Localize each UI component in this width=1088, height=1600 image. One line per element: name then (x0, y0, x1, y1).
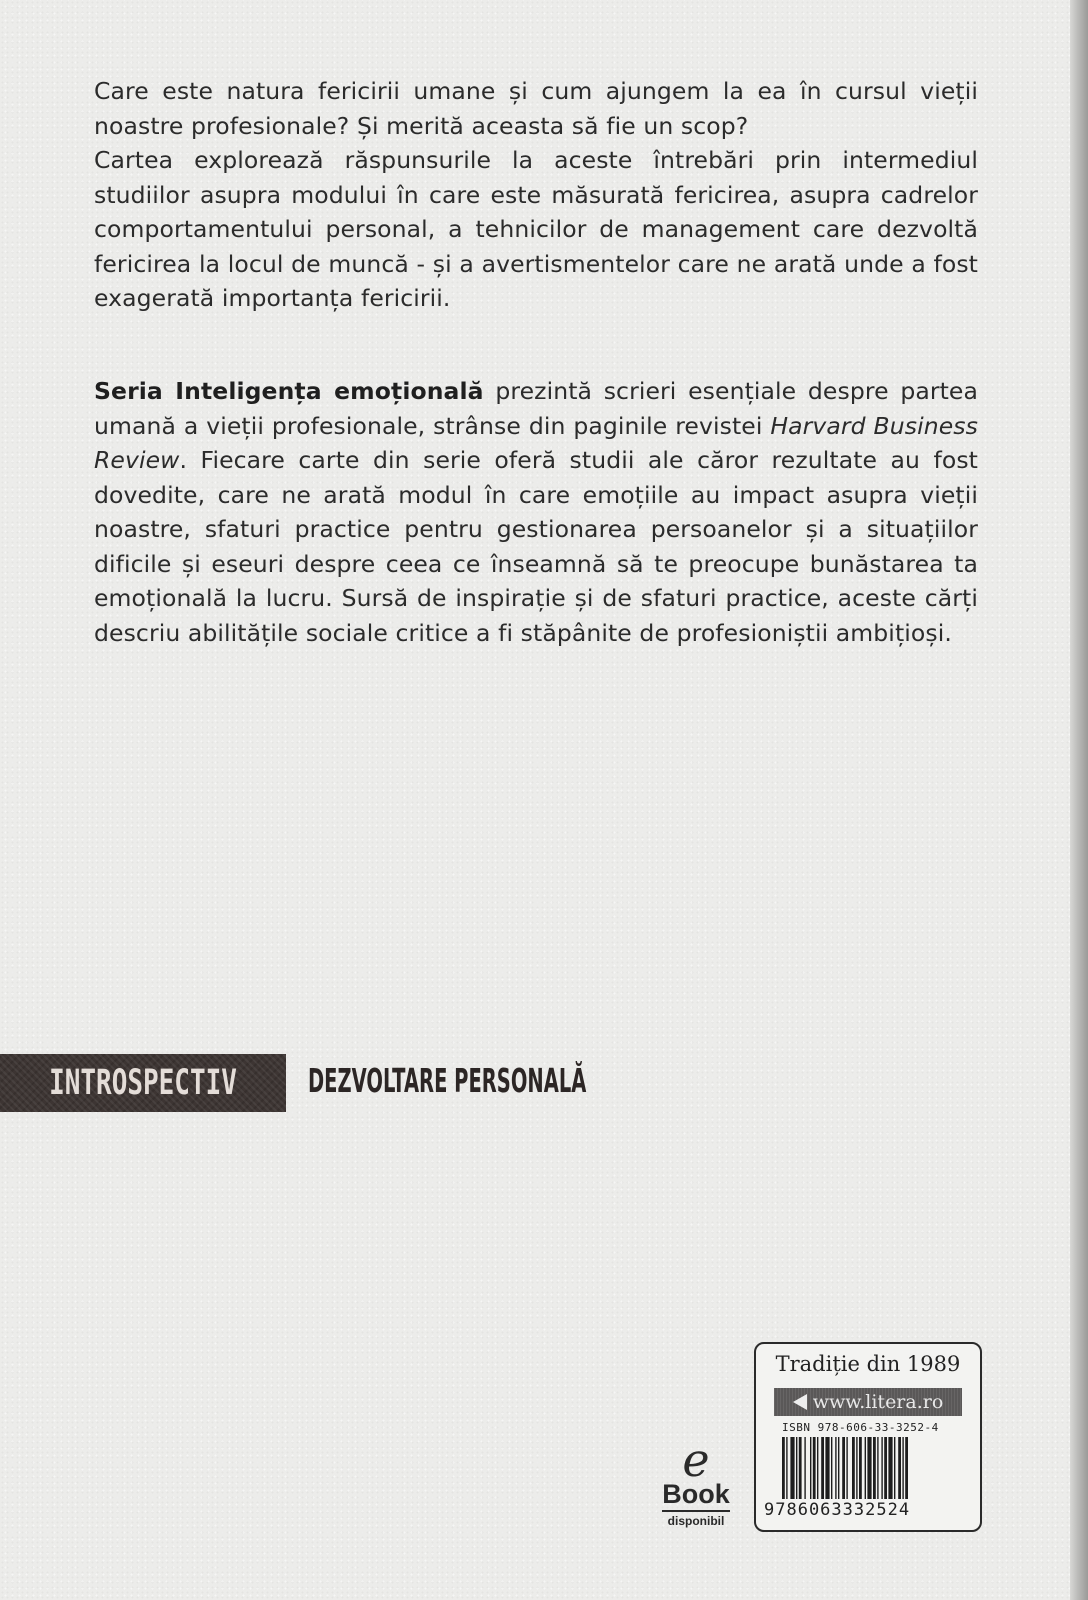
book-category: DEZVOLTARE PERSONALĂ (308, 1062, 587, 1100)
ean-number: 9786063332524 (764, 1500, 911, 1520)
description-intro: Care este natura fericirii umane și cum ajungem la ea în cursul vieții noastre profesionale? Și merită aceasta să fie un scop? (94, 77, 978, 140)
description-block (94, 74, 978, 316)
collection-label-strip (0, 1054, 286, 1112)
series-paragraph (94, 374, 978, 650)
ebook-status: disponibil (667, 1514, 725, 1528)
series-text-2: . Fiecare carte din serie oferă studii ale căror rezultate au fost dovedite, care ne arată modul în care emoțiile au impact asupra vieții noastre, sfaturi practice pentru gestionarea persoanelor și a situațiilor dificile și eseuri despre ceea ce înseamnă să te preocupe bunăstarea ta emoțională la lucru. Sursă de inspirație și de sfaturi practice, aceste cărți descriu abilitățile sociale critice a fi stăpânite de profesioniștii ambițioși. (94, 446, 978, 647)
collection-name: INTROSPECTIV (49, 1062, 237, 1104)
ebook-logo (656, 1433, 736, 1528)
series-name: Seria Inteligența emoțională (94, 377, 484, 405)
magazine-name: Harvard Business Review (94, 411, 978, 474)
book-spine-edge (1070, 0, 1088, 1600)
ebook-word: Book (662, 1479, 730, 1509)
barcode-graphic (782, 1437, 958, 1499)
description-body: Cartea explorează răspunsurile la aceste întrebări prin intermediul studiilor asupra modului în care este măsurată fericirea, asupra cadrelor comportamentului personal, a tehnicilor de management care dezvoltă fericirea la locul de muncă - și a avertismentelor care ne arată unde a fost exagerată importanța fericirii. (94, 146, 978, 312)
series-block (94, 374, 978, 650)
ebook-divider (662, 1510, 730, 1512)
website-band (774, 1388, 962, 1416)
ebook-e-icon: e (682, 1433, 710, 1487)
series-text-1: prezintă scrieri esențiale despre partea umană a vieții profesionale, strânse din paginile revistei (94, 377, 978, 440)
isbn-number: ISBN 978-606-33-3252-4 (782, 1421, 939, 1434)
barcode-panel (754, 1342, 982, 1532)
publisher-tradition: Tradiție din 1989 (775, 1352, 961, 1376)
publisher-website: www.litera.ro (812, 1391, 944, 1413)
arrow-icon (793, 1394, 807, 1410)
